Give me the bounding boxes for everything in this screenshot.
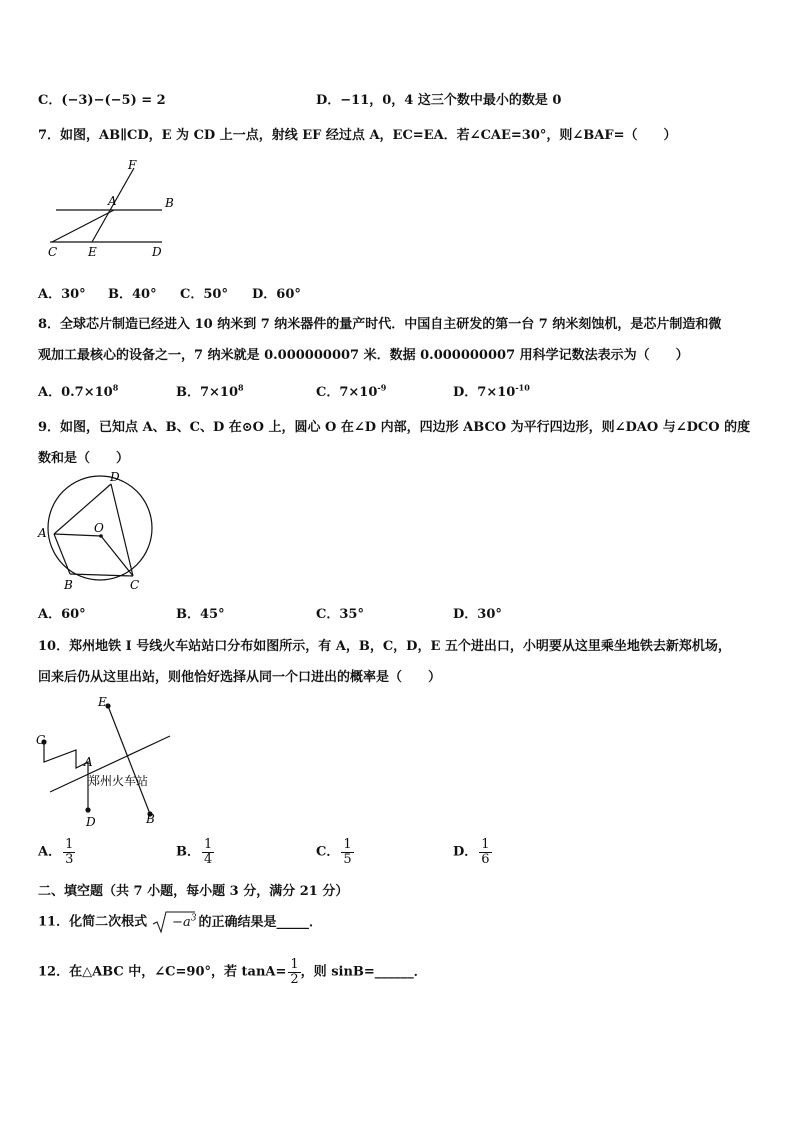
q9-figure xyxy=(34,468,164,594)
q9-label-d: D xyxy=(110,470,120,484)
q12-stem: 12．在△ABC 中，∠C=90°，若 tanA= $\frac{1}{2}$ ，则 sinB=______． xyxy=(38,957,427,987)
q10-option-a: A． $\frac{1}{3}$ xyxy=(38,837,74,867)
q7-option-c: C．50° xyxy=(180,287,228,302)
q6-option-d: D．−11，0，4 这三个数中最小的数是 0 xyxy=(316,93,562,108)
q7-label-e: E xyxy=(88,245,97,259)
q10-label-a: A xyxy=(84,755,93,769)
q8-option-d: D．$7\times 10^{-10}$ xyxy=(453,382,530,400)
q10-figure xyxy=(30,692,180,832)
section-heading: 二、填空题（共 7 小题，每小题 3 分，满分 21 分） xyxy=(38,884,349,899)
q10-stem-line1: 10．郑州地铁 I 号线火车站站口分布如图所示，有 A，B，C，D，E 五个进出口，小明要从这里乘坐地铁去新郑机场， xyxy=(38,639,731,654)
q9-stem-line1: 9．如图，已知点 A、B、C、D 在⊙O 上，圆心 O 在∠D 内部，四边形 ABCO 为平行四边形，则∠DAO 与∠DCO 的度 xyxy=(38,420,751,435)
q7-option-d: D．60° xyxy=(252,287,301,302)
q9-option-d: D．30° xyxy=(453,607,502,622)
q10-label-e: E xyxy=(98,695,107,709)
q10-label-b: B xyxy=(146,812,155,826)
q9-stem-line2: 数和是（ ） xyxy=(38,451,130,466)
q9-label-o: O xyxy=(94,521,104,535)
q7-label-b: B xyxy=(165,196,174,210)
q8-stem-line2: 观加工最核心的设备之一，7 纳米就是 0.000000007 米．数据 0.000000007 用科学记数法表示为（ ） xyxy=(38,348,689,363)
q8-option-a: A．$0.7\times 10^8$ xyxy=(38,382,119,400)
q10-label-d: D xyxy=(86,815,96,829)
q9-label-c: C xyxy=(130,578,140,592)
q8-option-c: C．$7\times 10^{-9}$ xyxy=(316,382,387,400)
q10-option-c: C． $\frac{1}{5}$ xyxy=(316,837,352,867)
q7-option-a: A．30° xyxy=(38,287,86,302)
q7-label-a: A xyxy=(108,194,117,208)
q7-label-c: C xyxy=(48,245,58,259)
q6-option-c: C．(−3)−(−5) = 2 xyxy=(38,93,166,108)
q8-stem-line1: 8．全球芯片制造已经进入 10 纳米到 7 纳米器件的量产时代．中国自主研发的第一台 7 纳米刻蚀机，是芯片制造和微 xyxy=(38,317,722,332)
q11-stem: 11．化简二次根式 $-a^3$ 的正确结果是_____． xyxy=(38,910,322,934)
q10-option-d: D． $\frac{1}{6}$ xyxy=(453,837,490,867)
q7-stem: 7．如图，AB∥CD，E 为 CD 上一点，射线 EF 经过点 A，EC=EA．若∠CAE=30°，则∠BAF=（ ） xyxy=(38,128,677,143)
q8-option-b: B．$7\times 10^8$ xyxy=(176,382,244,400)
q10-station-label: 郑州火车站 xyxy=(88,774,149,788)
q9-label-b: B xyxy=(64,578,73,592)
q9-option-c: C．35° xyxy=(316,607,364,622)
q7-option-b: B．40° xyxy=(108,287,157,302)
q9-label-a: A xyxy=(38,526,47,540)
q10-option-b: B． $\frac{1}{4}$ xyxy=(176,837,213,867)
q10-stem-line2: 回来后仍从这里出站，则他恰好选择从同一个口进出的概率是（ ） xyxy=(38,670,442,685)
q9-option-b: B．45° xyxy=(176,607,225,622)
q7-label-f: F xyxy=(128,158,137,172)
q10-label-c: C xyxy=(36,733,46,747)
q9-option-a: A．60° xyxy=(38,607,86,622)
q7-figure xyxy=(44,158,184,262)
q7-label-d: D xyxy=(152,245,162,259)
